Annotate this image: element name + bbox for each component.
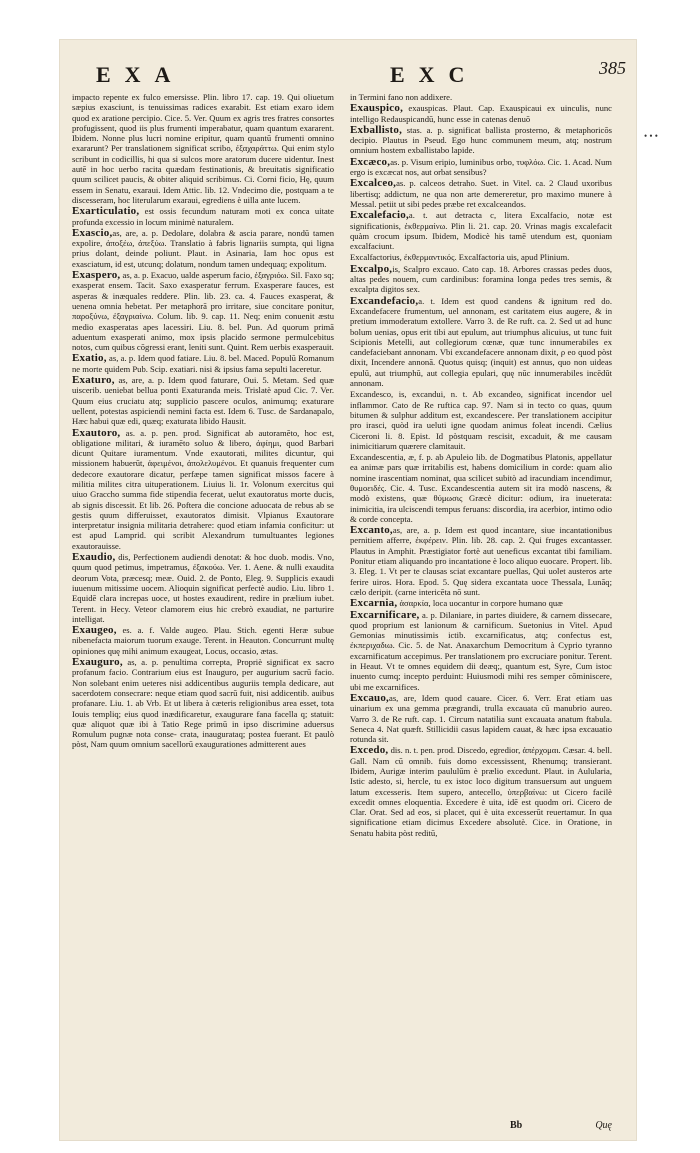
dictionary-entry [350,610,612,692]
entry-headword: Exaudio, [72,551,116,564]
entry-text: impacto repente ex fulco emersisse. Plin. libro 17. cap. 19. Qui oliuetum sæpius exasciunt, is tenuissimas radices exarabit. Est etiam exaro idem quod ex aratione percipio. Cice. 5. Ver. Quum ex agris tres fratres consortes profugissent, quod iis plus frumenti imperabatur, quam quantum exararent. Ibidem. Nonne plus lucri nomine eripitur, quam quantū frumenti omnino exararunt? Per translationem significat scribo, ἐξαχαράττω. Qui enim stylo scribunt in codicillis, hi qua si sulcos more aratorum ducere uidentur. Inest autē in hoc uerbo racita quædam festinationis, & breuitatis significatio quum scilicet paucis, & obiter aliquid scribimus. Ci. Corni ficio, Hę, quum essem in Senatu, exaraui. Idem Attic. lib. 12. Vndecimo die, postquam a te discesseram, hoc literularum exaraui, egrediens è uilla ante lucem. [72,92,334,205]
dictionary-entry [350,296,612,389]
entry-headword: Exascio, [72,226,113,239]
dictionary-entry [350,210,612,251]
entry-text: as. p. calceos detraho. Suet. in Vitel. ca. 2 Claud uxoribus libertisq; addictum, ne qua non arte demereretur, pro maximo munere à Messal. petiit ut sibi pedes præbe ret excalceandos. [350,178,612,209]
margin-ink-marks: • • • [644,131,658,141]
header-left-letters: EXA [96,62,185,87]
entry-headword: Excalceo, [350,177,397,190]
entry-headword: Exatio, [72,352,107,365]
entry-headword: Exaspero, [72,269,121,282]
entry-headword: Exaturo, [72,374,115,387]
entry-text: as. p. Visum eripio, luminibus orbo, τυφλόω. Cic. 1. Acad. Num ergo is excæcat nos, aut orbat sensibus? [350,156,612,178]
entry-headword: Exarticulatio, [72,205,140,218]
entry-headword: Excauo, [350,691,389,704]
dictionary-entry [350,745,612,838]
dictionary-entry [72,552,334,624]
entry-text: ἀσαρκία, loca uocantur in corpore humano quæ [397,598,563,609]
entry-text: Excandescentia, æ, f. p. ab Apuleio lib. de Dogmatibus Platonis, appellatur ea animæ pars quæ irritabilis est, habens domicilium in corde: quam alio nomine irascentiam nominat, qua scilicet subitò ad iracundiam incendimur, θυμοειδές. Cic. 4. Tusc. Excandescentia autem sit ira modò nascens, & modò existens, quæ θύμωσις Græcè dicitur: odium, ira inueterata: inimicitia, ira ulciscendi tempus feruans: discordia, ira acerbior, intimo odio & corde concepta. [350,452,612,524]
dictionary-entry [350,525,612,597]
entry-text: as. a. p. pen. prod. Significat ab autoramēto, hoc est, obligatione militari, & iuramēto soluo & libero, ἀφίημι, quod Barbari dicunt Quitare iuramentum. Vnde exautorati, milites dicuntur, qui missionem habuerūt, ἀφειμένοι, ἀπολελυμένοι. Et quanuis frequenter cum dedecore exautorare dicatur, perfæpe tamen significat missos facere à militia milites citra uituperationem. Liuius li. 1r. Volonum exercitus qui uiuo Graccho summa fide stipendia fecerat, uelut exautoratus morte ducis, ab signis discessit. Et lib. 26. Poftera die concione aduocata de rebus ab se gestis quum differuisset, exautoratos dimisit. Vlpianus Exautorare interpretatur insignia militaria detrahere: quod etiam infamia conficitur: ut est apud Lamprid. qui scribit Alexandrum tumultuantes legiones exautorauisse. [72,427,334,551]
catchword: Quę [595,1120,612,1131]
entry-headword: Excarnificare, [350,608,420,621]
dictionary-entry [72,657,334,750]
dictionary-entry [350,125,612,156]
dictionary-entry [72,228,334,269]
entry-text: as, a. p. Idem quod fatiare. Liu. 8. bel. Maced. Populū Romanum ne morte quidem Pub. Scip. exatiari. nisi & ipsius fama sepulti laceretur. [72,353,334,374]
entry-headword: Exautoro, [72,426,121,439]
entry-headword: Excalefacio, [350,209,409,222]
dictionary-entry [350,693,612,744]
entry-headword: Exballisto, [350,123,403,136]
dictionary-entry [72,92,334,205]
entry-text: as, are, a. p. Dedolare, dolabra & ascia parare, nondū tamen expolire, ἀποξέω, ἀπεξύω. Translatio à fabris lignariis sumpta, qui ligna prius dolant, deinde poliunt. Plaut. in Asinaria, Iam hoc opus est exasciatum, id est, utcunq; dolatum, nondum tamen undequaq; expolitum. [72,227,334,269]
dictionary-entry [350,452,612,524]
entry-text: is, Scalpro excauo. Cato cap. 18. Arbores crassas pedes duos, altas pedes nouem, cum cardinibus: foramina longa pedes tres semis, & excalpta digitos sex. [350,263,612,295]
entry-headword: Exauspico, [350,102,404,115]
left-column [72,92,334,751]
entry-headword: Excanto, [350,524,393,537]
dictionary-entry [350,103,612,124]
entry-text: as, are, Idem quod cauare. Cicer. 6. Verr. Erat etiam uas uinarium ex una gemma prægrandi, trulla excauata cū manubrio aureo. Varro 3. de Re ruft. cap. 1. Circum natatilia sunt excauata anatum ftabula. Seneca 4. Nat quæft. Stillicidii casus lapidem cauat, & hæc ipsa excauatio rotunda sit. [350,692,612,745]
entry-headword: Excarnia, [350,597,398,610]
entry-text: a. t. Idem est quod candens & ignitum red do. Excandefacere frumentum, uel annonam, est caritatem eius augere, & in pretium immoderatum extollere. Varro 3. de Re ruft. ca. 2. Sed ut ad hunc bolum uenias, opus erit tibi aut epulum, aut triumphus alicuius, ut tunc fuit Scipionis Metelli, aut collegiorum cœnæ, quæ tunc innumerabiles ex candefaciebant annonam. Vbi excandefacere annonam dixit, ρ eo quod pòst dixit, Incendere annonā. Quotus quisq; (inquit) est annus, quo non uideas epulū, aut triumphū, aut collegia epulari, quę nūc innumerabiles incēdūt annonam. [350,295,612,389]
entry-headword: Excedo, [350,744,389,757]
header-right-letters: EXC [390,62,479,87]
entry-text: est ossis fecundum naturam moti ex conca uitate profunda excessio in locum minimè naturalem. [72,206,334,227]
entry-headword: Excandefacio, [350,294,419,307]
dictionary-entry [350,252,612,262]
dictionary-entry [72,353,334,374]
entry-text: as, a. p. penultima correpta, Propriè significat ex sacro profanum facio. Contrarium eius est Inauguro, per augurium sacrū facio. Non solebant enim ueteres nisi addicentibus auguriis templa dedicare, aut sacerdotem consecrare: neque etiam quod sacrū fuit, nisi addicentib. auibus profanare. Liu. 1. ab Vrb. Et ut libera à cæteris religionibus area esset, tota Iouis templiq; eius quod inædificaretur, exaugurare fana facella q; statuit: quæ aliquot quæ ibi à Tatio Rege primū in ipso discrimine aduersus Romulum pugnæ nota conse- crata, inaugurataq; postea fuerant. Et paulò pòst, Nam quum omnium sacellorū exaugurationes admitterent aues [72,657,334,750]
entry-headword: Excæco, [350,155,391,168]
entry-text: a. p. Dilaniare, in partes diuidere, & carnem dissecare, quod proprium est lanionum & carnificum. Suetonius in Vitel. Apud Gemonias minutissimis ictib. excarnificatus, atq; confectus est, ἐκπεριχαδιω. Cic. 5. de Nat. Anaxarchum Democritum à Cyprio tyranno excarnificatum accepimus. Per translationem pro excruciare ponitur. Terent. in Heaut. Vt te omnes equidem dii deæq;, quantum est, Syre, Cum istoc inuento cumq; incepto perduint: Huiusmodi mihi res semper cōminiscere, ubi me excarnifices. [350,609,612,692]
dictionary-entry [72,375,334,426]
entry-text: in Termini fano non addixere. [350,92,453,102]
entry-text: as, a. p. Exacuo, ualde asperum facio, ἐξαγριόω. Sil. Faxo sq; exasperat ensem. Tacit. Saxo exasperatur ferrum. Exasperare fauces, est asperas & inæquales reddere. Plin. lib. 23. ca. 4. Fauces exasperat, & uenena omnia hebetat. Per metaphorā pro irritare, siue concitare ponitur, παροξύνω, ἐξαγριαίνω. Colum. lib. 9. cap. 11. Neq; enim conuenit æstu medio exasperatas apes lacessiri. Liu. 8. bel. Pun. Ad quorum primā aduentum exasperati animo, mox ipsis placido sermone permulcebitus notos, cum quibus cōgressi erant, leniti sunt. Quint. Rem uerbis exasperauit. [72,270,334,353]
running-header [60,58,636,96]
dictionary-entry [350,389,612,451]
dictionary-entry [72,206,334,227]
entry-text: stas. a. p. significat ballista prosterno, & metaphoricōs decipio. Plautus in Pseud. Ego hunc communem meum, atq; nostrum omnium hostem exballistabo lapide. [350,124,612,156]
entry-text: a. t. aut detracta c, litera Excalfacio, notæ est significationis, ἐκθερμαίνω. Plin li. 21. cap. 20. Vrinas magis excalefacit quàm crocum ipsum. Ibidem, Modicè his tamē utendum est, quoniam excalfaciunt. [350,210,612,252]
entry-text: es. a. f. Valde augeo. Plau. Stich. egenti Heræ subue nibenefacta maiorum tuorum exauge. Terent. in Heauton. Concurrunt multę opiniones quę mihi animum exaugeat, Locus, occasio, ætas. [72,625,334,656]
page-number: 385 [599,58,626,78]
dictionary-entry [72,625,334,656]
dictionary-entry [350,264,612,295]
dictionary-entry [350,598,612,608]
dictionary-entry [350,178,612,209]
entry-headword: Excalpo, [350,262,393,275]
entry-text: exauspicas. Plaut. Cap. Exauspicaui ex uinculis, nunc intelligo Redauspicandū, hunc esse in catenas denuō [350,103,612,124]
dictionary-entry [72,270,334,352]
book-page [60,40,636,1140]
entry-text: Excandesco, is, excandui, n. t. Ab excandeo, significat incendor uel inflammor. Cato de Re ruftica cap. 97. Nam si in tecto co quas, quum bitumen & sulphur additum est, excandescere. Per translationem accipitur pro irasci, quòd ira ueluti igne quodam animus foleat incendi. Cælius Ciceroni li. 8. Epist. Id pòstquam rescisit, excaduit, & me causam inimicitiarum quærere clamitauit. [350,389,612,451]
signature-mark: Bb [510,1120,523,1131]
entry-headword: Exauguro, [72,656,123,669]
dictionary-entry [350,157,612,178]
entry-text: as, are, a. p. Idem est quod incantare, siue incantationibus pernitiem afferre, ἐκφέρειν. Plin. lib. 28. cap. 2. Qui fruges excantasser. Plautus in Amphit. Præstigiator fortè aut ueneficus excantat tibi familiam. Ponitur etiam aliquando pro incantatione è loco aliquo euocare. Propert. lib. 3. Eleg. 1. Vt per te clausas sciat excantare puellas, Qui uolet austeros arte ferire uiros. Hora. Epod. 5. Quę sidera excantata uoce Thessala, Lunāq; cælo deripit. (carne intericēta nō sunt. [350,525,612,597]
entry-text: dis, Perfectionem audiendi denotat: & hoc duob. modis. Vno, quum quod petimus, impetramus, ἐξακούω. Ver. 1. Aene. & nulli exaudita deorum Vota, præcesq; meæ. Ouid. 2. de Ponto, Eleg. 9. Supplicis exaudi iuuenum mitissime uocem. Alioquin significat perfectè audio. Liu. libro 1. Equidē clara increpas uoce, ut hostes exaudirent, redire in prælium iubet. Terent. in Hecy. Veteor clamorem eius hic crebrò exaudiat, ne parturire intelligat. [72,552,334,624]
entry-text: Excalfactorius, ἐκθερμαντικός. Excalfactoria uis, apud Plinium. [350,252,570,263]
entry-text: dis. n. t. pen. prod. Discedo, egredior, ἀπέρχομαι. Cæsar. 4. bell. Gall. Nam cū omnib. fuis domo excessissent, Rhenumq; transierant. Ibidem, Aurigæ interim paululūm è prælio excedunt. Plaut. in Aulularia, Istic adesto, si, hercle, tu ex istoc loco digitum transuersum aut unguem latum excesseris. Item supero, antecello, ὑπερβαίνω: ut Cicero facilè excedit omnes eloquentia. Excedere è uita, idē est quodm ori. Cicero de Clar. Orat. Sed ad eos, si placet, qui è uita excesserūt reuertamur. In qua significatione etiam dicimus Excedere absolutè. Cice. in Oratione, in Senatu habita pòst reditū, [350,745,612,838]
right-column [350,92,612,839]
dictionary-entry [350,92,612,102]
entry-text: as, are, a. p. Idem quod faturare, Oui. 5. Metam. Sed quæ uiscerib. ueniebat bellua ponti Exaturanda meis. Trislatè apud Cic. 7. Ver. Quum eius cruciatu atq; supplicio pascere oculos, animumq; exaturare uellent, potestas aspiciendi nemini facta est. Idem 6. Tusc. de Sardanapalo, Hæc habui quæ edi, quæq; exaturata libido Hausit. [72,375,334,427]
entry-headword: Exaugeo, [72,624,117,637]
dictionary-entry [72,428,334,552]
